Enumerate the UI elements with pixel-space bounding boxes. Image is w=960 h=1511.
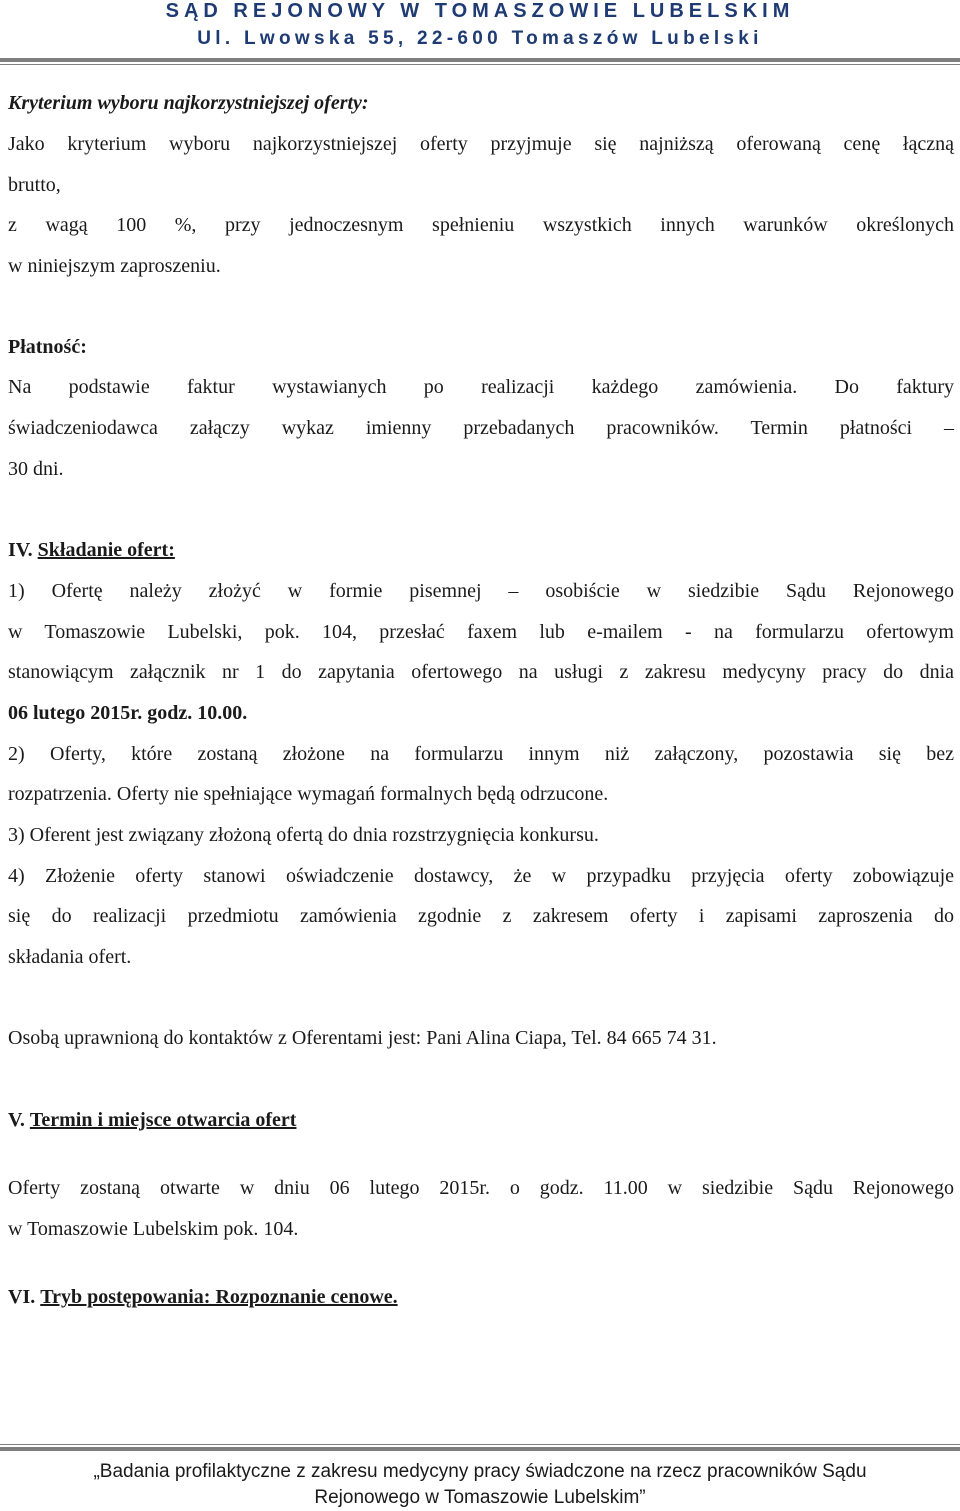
- section-iv-line-9: się do realizacji przedmiotu zamówienia zgodnie z zakresem oferty i zapisami zaproszenia do: [8, 905, 954, 927]
- section-vi-number: VI.: [8, 1286, 36, 1308]
- section-iv-line-10: składania ofert.: [8, 946, 132, 968]
- court-name-header: SĄD REJONOWY W TOMASZOWIE LUBELSKIM: [165, 0, 795, 22]
- criterion-heading: Kryterium wyboru najkorzystniejszej oferty:: [8, 92, 369, 114]
- header-rule-thin: [0, 64, 960, 65]
- contact-person: Osobą uprawnioną do kontaktów z Oferentami jest: Pani Alina Ciapa, Tel. 84 665 74 31.: [8, 1027, 717, 1049]
- section-iv-deadline: 06 lutego 2015r. godz. 10.00.: [8, 702, 248, 724]
- section-iv-line-5: 2) Oferty, które zostaną złożone na formularzu innym niż załączony, pozostawia się bez: [8, 743, 954, 765]
- section-iv-line-8: 4) Złożenie oferty stanowi oświadczenie dostawcy, że w przypadku przyjęcia oferty zobowiązuje: [8, 865, 954, 887]
- criterion-line-1: Jako kryterium wyboru najkorzystniejszej oferty przyjmuje się najniższą oferowaną cenę łączną: [8, 133, 954, 155]
- section-vi-heading: [8, 1284, 954, 1310]
- criterion-line-3: z wagą 100 %, przy jednoczesnym spełnieniu wszystkich innych warunków określonych: [8, 214, 954, 236]
- section-iv-line-6: rozpatrzenia. Oferty nie spełniające wymagań formalnych będą odrzucone.: [8, 783, 609, 805]
- section-v-line-1: Oferty zostaną otwarte w dniu 06 lutego 2015r. o godz. 11.00 w siedzibie Sądu Rejonowego: [8, 1177, 954, 1199]
- section-v-number: V.: [8, 1109, 25, 1131]
- section-v-line-2: w Tomaszowie Lubelskim pok. 104.: [8, 1218, 299, 1240]
- section-iv-line-2: w Tomaszowie Lubelski, pok. 104, przesłać faxem lub e-mailem - na formularzu ofertowym: [8, 621, 954, 643]
- payment-heading: Płatność:: [8, 336, 87, 358]
- criterion-line-2: brutto,: [8, 174, 61, 196]
- payment-line-1: Na podstawie faktur wystawianych po realizacji każdego zamówienia. Do faktury: [8, 376, 954, 398]
- payment-line-3: 30 dni.: [8, 458, 64, 480]
- footer-line-1: „Badania profilaktyczne z zakresu medycyny pracy świadczone na rzecz pracowników Sądu: [93, 1461, 867, 1482]
- section-iv-line-7: 3) Oferent jest związany złożoną ofertą do dnia rozstrzygnięcia konkursu.: [8, 824, 599, 846]
- payment-line-2: świadczeniodawca załączy wykaz imienny przebadanych pracowników. Termin płatności –: [8, 417, 954, 439]
- criterion-line-4: w niniejszym zaproszeniu.: [8, 255, 221, 277]
- section-v-title: Termin i miejsce otwarcia ofert: [29, 1109, 297, 1131]
- section-vi-title: Tryb postępowania: Rozpoznanie cenowe.: [40, 1286, 398, 1308]
- section-iv-title: Składanie ofert:: [37, 539, 175, 561]
- footer-rule-thin: [0, 1444, 960, 1445]
- court-address-header: Ul. Lwowska 55, 22-600 Tomaszów Lubelski: [197, 28, 763, 49]
- section-v-heading: [8, 1107, 954, 1133]
- section-iv-line-1: 1) Ofertę należy złożyć w formie pisemnej – osobiście w siedzibie Sądu Rejonowego: [8, 580, 954, 602]
- footer-rule-thick: [0, 1447, 960, 1451]
- section-iv-heading: [8, 537, 954, 563]
- header-rule-thick: [0, 58, 960, 62]
- footer-line-2: Rejonowego w Tomaszowie Lubelskim”: [314, 1487, 646, 1508]
- section-iv-number: IV.: [8, 539, 33, 561]
- section-iv-line-3: stanowiącym załącznik nr 1 do zapytania ofertowego na usługi z zakresu medycyny pracy do dnia: [8, 661, 954, 683]
